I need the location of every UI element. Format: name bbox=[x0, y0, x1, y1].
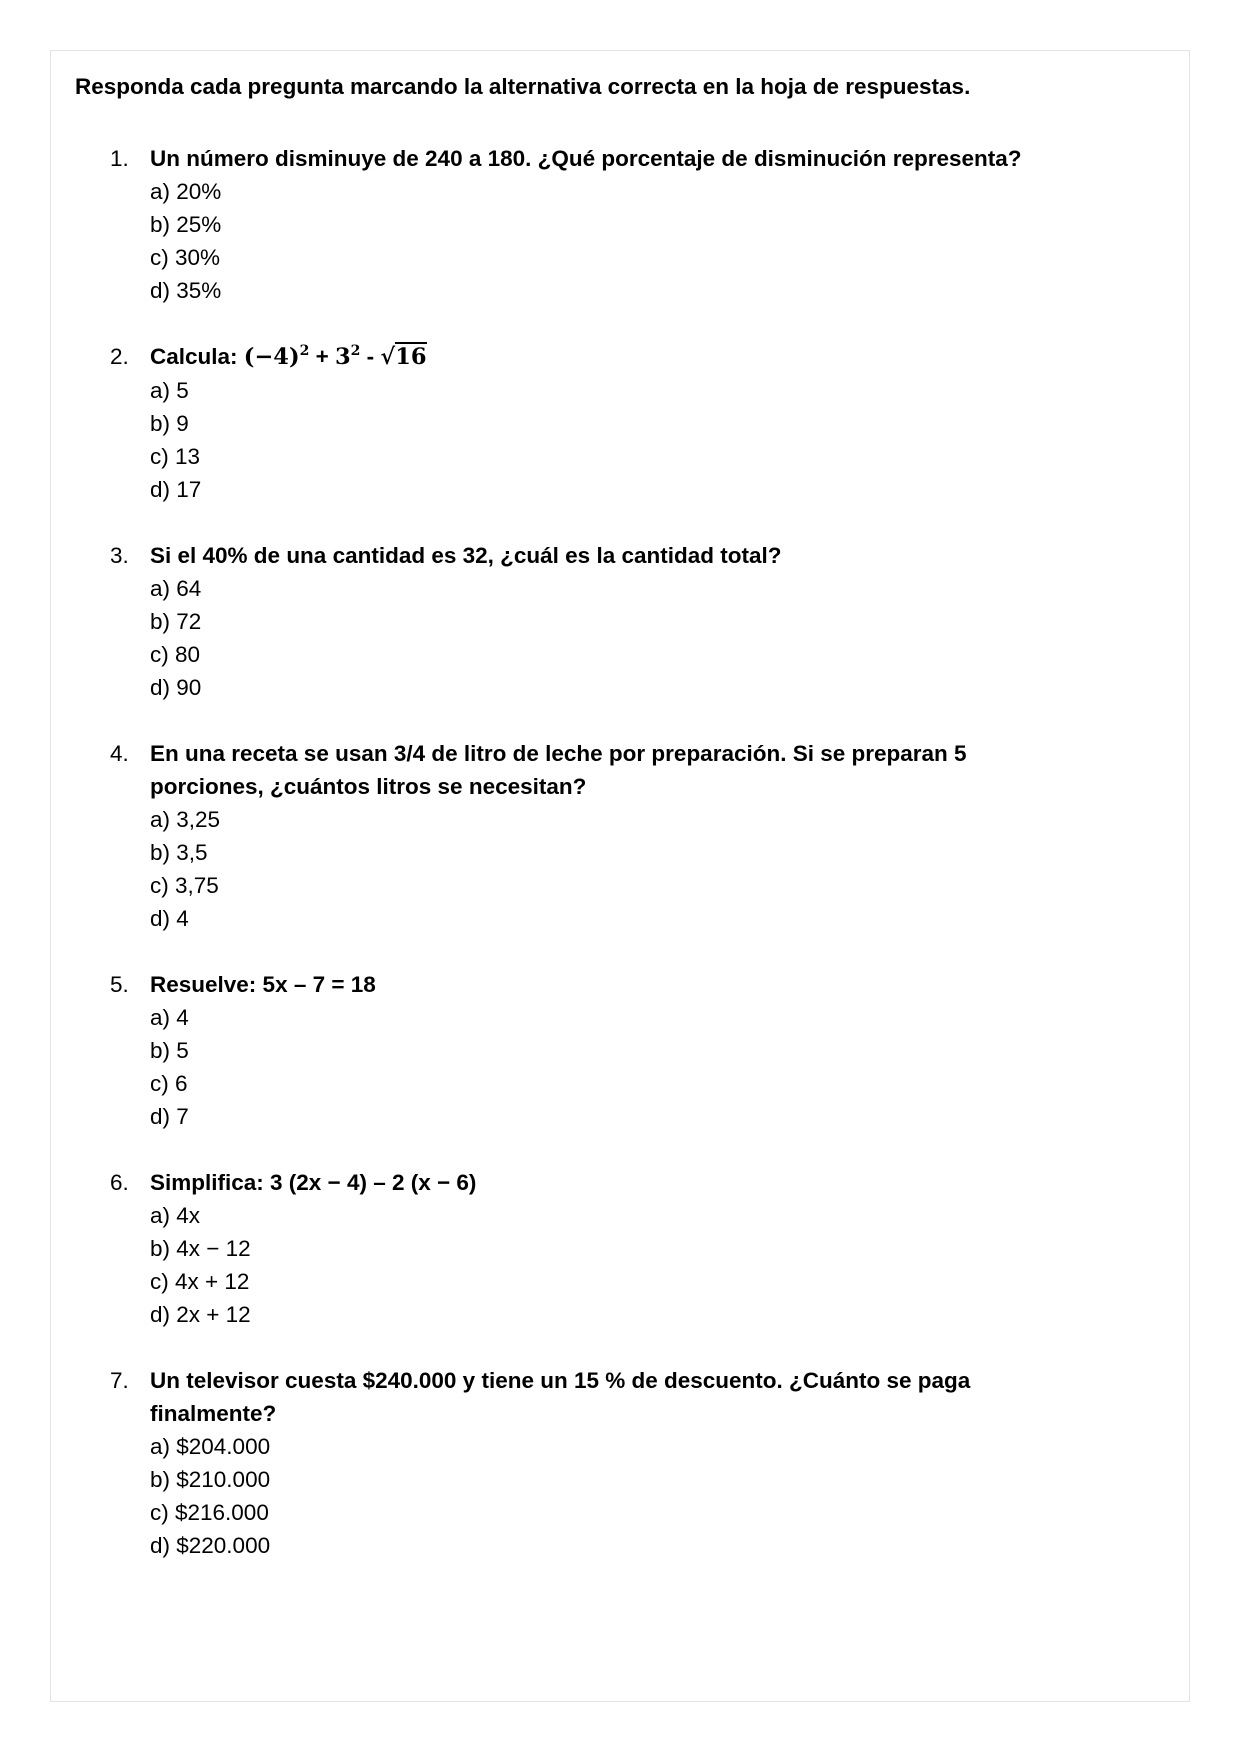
option-b: b) 4x − 12 bbox=[150, 1236, 251, 1261]
math-term-1: (−4) bbox=[243, 344, 300, 370]
option-b: b) 9 bbox=[150, 411, 189, 436]
option-d: d) 2x + 12 bbox=[150, 1302, 251, 1327]
option-a: a) 5 bbox=[150, 378, 189, 403]
question-4 bbox=[110, 737, 1160, 935]
option-d: d) 90 bbox=[150, 675, 202, 700]
option-a: a) 64 bbox=[150, 576, 202, 601]
option-b: b) 3,5 bbox=[150, 840, 208, 865]
option-c: c) 13 bbox=[150, 444, 201, 469]
option-c: c) 6 bbox=[150, 1071, 188, 1096]
question-7 bbox=[110, 1364, 1160, 1562]
math-term-2: 3 bbox=[335, 344, 351, 370]
question-2 bbox=[110, 340, 1160, 506]
question-number: 7. bbox=[110, 1368, 129, 1393]
question-6 bbox=[110, 1166, 1160, 1331]
exponent-1: 2 bbox=[299, 343, 310, 359]
option-c: c) 30% bbox=[150, 245, 221, 270]
question-text: Resuelve: 5x – 7 = 18 bbox=[150, 972, 376, 997]
sqrt-icon: √ bbox=[380, 344, 396, 370]
question-number: 6. bbox=[110, 1170, 129, 1195]
option-d: d) 35% bbox=[150, 278, 222, 303]
option-a: a) 4x bbox=[150, 1203, 201, 1228]
instructions: Responda cada pregunta marcando la alternativa correcta en la hoja de respuestas. bbox=[75, 74, 971, 99]
option-a: a) $204.000 bbox=[150, 1434, 271, 1459]
option-c: c) 3,75 bbox=[150, 873, 219, 898]
question-label: Calcula: bbox=[150, 344, 238, 369]
question-number: 1. bbox=[110, 146, 129, 171]
option-c: c) $216.000 bbox=[150, 1500, 269, 1525]
question-1 bbox=[110, 142, 1160, 307]
question-5 bbox=[110, 968, 1160, 1133]
option-a: a) 20% bbox=[150, 179, 222, 204]
option-d: d) $220.000 bbox=[150, 1533, 271, 1558]
question-number: 2. bbox=[110, 344, 129, 369]
option-d: d) 17 bbox=[150, 477, 202, 502]
minus-sign: - bbox=[360, 344, 381, 369]
option-c: c) 80 bbox=[150, 642, 201, 667]
question-text: En una receta se usan 3/4 de litro de leche por preparación. Si se preparan 5 porciones, ¿cuántos litros se necesitan? bbox=[150, 741, 967, 799]
option-b: b) 72 bbox=[150, 609, 202, 634]
question-text: Un televisor cuesta $240.000 y tiene un 15 % de descuento. ¿Cuánto se paga finalmente? bbox=[150, 1368, 971, 1426]
question-number: 5. bbox=[110, 972, 129, 997]
question-text: Un número disminuye de 240 a 180. ¿Qué porcentaje de disminución representa? bbox=[150, 146, 1022, 171]
option-b: b) 5 bbox=[150, 1038, 189, 1063]
plus-sign: + bbox=[309, 344, 336, 369]
question-text: Si el 40% de una cantidad es 32, ¿cuál es la cantidad total? bbox=[150, 543, 782, 568]
question-text: Simplifica: 3 (2x − 4) – 2 (x − 6) bbox=[150, 1170, 477, 1195]
option-b: b) $210.000 bbox=[150, 1467, 271, 1492]
question-number: 4. bbox=[110, 741, 129, 766]
question-text bbox=[150, 340, 1160, 374]
exponent-2: 2 bbox=[350, 343, 361, 359]
question-3 bbox=[110, 539, 1160, 704]
option-c: c) 4x + 12 bbox=[150, 1269, 250, 1294]
option-d: d) 7 bbox=[150, 1104, 189, 1129]
option-b: b) 25% bbox=[150, 212, 222, 237]
option-a: a) 3,25 bbox=[150, 807, 221, 832]
option-d: d) 4 bbox=[150, 906, 189, 931]
radicand: 16 bbox=[395, 344, 427, 370]
math-expression bbox=[244, 344, 310, 370]
option-a: a) 4 bbox=[150, 1005, 189, 1030]
question-list bbox=[110, 142, 1160, 1595]
question-number: 3. bbox=[110, 543, 129, 568]
